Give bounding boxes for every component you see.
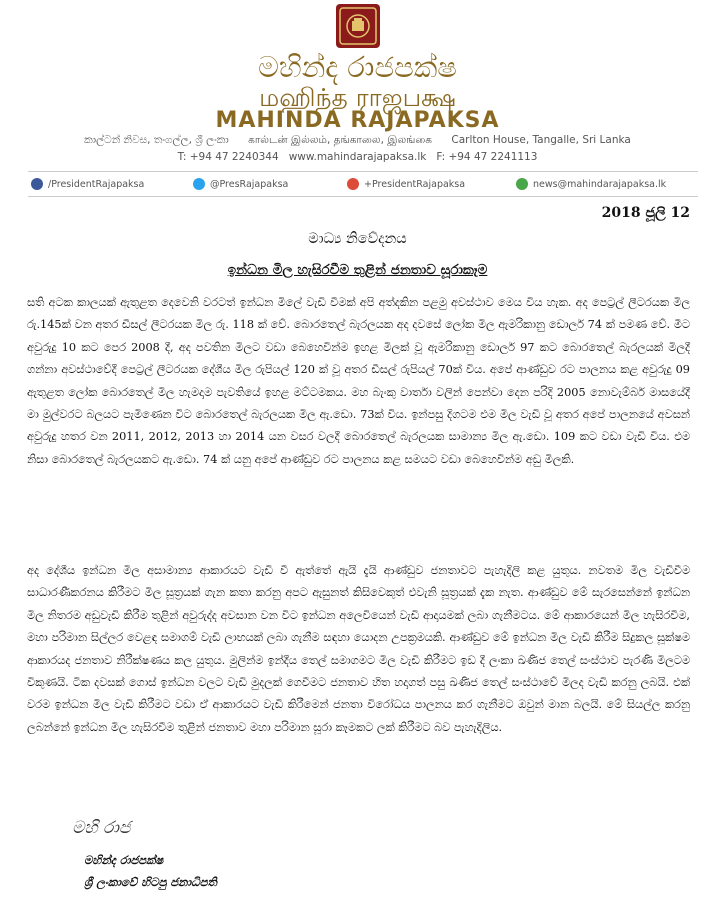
signatory-title: ශ්‍රී ලංකාවේ හිටපු ජනාධිපති	[84, 875, 217, 889]
email-icon	[516, 178, 528, 190]
emblem-icon	[335, 3, 381, 49]
google-plus-icon	[347, 178, 359, 190]
email-address: news@mahindarajapaksa.lk	[533, 178, 667, 190]
address-english: Carlton House, Tangalle, Sri Lanka	[451, 134, 631, 146]
social-divider	[28, 196, 698, 197]
subtitle-text: ඉන්ධන මිල හැසිරවීම තුළින් ජනතාව සූරාකෑම	[227, 262, 488, 278]
telephone: T: +94 47 2240344	[177, 151, 279, 163]
contact-line	[0, 151, 715, 163]
facebook-handle: /PresidentRajapaksa	[48, 178, 145, 190]
name-sinhala: මහින්ද රාජපක්ෂ	[258, 50, 457, 84]
name-english: MAHINDA RAJAPAKSA	[215, 108, 500, 133]
twitter-icon	[193, 178, 205, 190]
document-title: මාධ්‍ය නිවේදනය	[308, 231, 407, 247]
google-plus-handle: +PresidentRajapaksa	[364, 178, 466, 190]
address-line	[0, 134, 715, 147]
header-divider	[28, 171, 698, 172]
release-date: 2018 ජූලි 12	[601, 205, 690, 221]
social-email[interactable]	[516, 178, 666, 190]
social-facebook[interactable]	[31, 178, 144, 190]
body-paragraph-2: අද දේශීය ඉන්ධන මිල අසාමාන්‍ය ආකාරයට වැඩි වී ඇත්තේ ඇයි දැයි ආණ්ඩුව ජනතාවට පැහැදිලි කළ යුතුය. නවතම මිල වැඩිවීම සාධාරණීකරනය කිරීමට මිල සූත්‍රයක් ගැන කතා කරනු අපට ඇසුනත් කිසිවෙකුත් එවැනි සූත්‍රයක් දැක නැත. ආණ්ඩුව මේ සැරසෙන්නේ ඉන්ධන මිල නිතරම අඩුවැඩි කිරීම තුළින් අවුරුද්ද අවසාන වන විට ඉන්ධන අලෙවියෙන් වැඩි ආදායමක් ලබා ගැනීමටය. මේ ආකාරයෙන් මිල හැසිරවීම, මහා පරිමාන සිල්ලර වෙළඳ සමාගම් වැඩි ලාභයක් ලබා ගැනීම සඳහා යොදන උපක්‍රමයකි. ආණ්ඩුව මේ ඉන්ධන මිල වැඩි කිරීම සිදුකල සූක්ෂම ආකාරයද ජනතාව නිරීක්ෂණය කල යුතුය. මුලින්ම ඉන්දීය තෙල් සමාගමට මිල වැඩි කිරීමට ඉඩ දී ලංකා ඛණිජ තෙල් සංස්ථාව පැරණි මිලටම විකුණයි. ටික දවසක් ගොස් ඉන්ධන වලට වැඩි මුදලක් ගෙවීමට ජනතාව හිත හදාගත් පසු ඛණිජ තෙල් සංස්ථාවේ මිලද වැඩි කරනු ලබයි. එක් වරම ඉන්ධන මිල වැඩි කිරීමට වඩා ඒ ආකාරයට වැඩි කිරීමෙන් ජනතා විරෝධය පාලනය කර ගැනීමට ඔවුන් මාන බලයි. මේ සියල්ල කරනු ලබන්නේ ඉන්ධන මිල හැසිරවීම තුළින් ජනතාව මහා පරිමාන සූරා කෑමකට ලක් කිරීමට බව පැහැදිලිය.	[27, 564, 690, 734]
facebook-icon	[31, 178, 43, 190]
fax: F: +94 47 2241113	[436, 151, 538, 163]
address-tamil: கால்டன் இல்லம், தங்காலை, இலங்கை	[248, 134, 433, 146]
social-google-plus[interactable]	[347, 178, 465, 190]
social-twitter[interactable]	[193, 178, 288, 190]
body-paragraph-1: සති අටක කාලයක් ඇතුළත දෙවෙනි වරටත් ඉන්ධන මිලේ වැඩි වීමක් අපි අත්දකින පළමු අවස්ථාව මෙය විය හැක. අද පෙට්‍රල් ලීටරයක මිල රු.145ක් වන අතර ඩීසල් ලීටරයක මිල රු. 118 ක් වේ. බොරතෙල් බැරලයක අද දවසේ ලෝක මිල ඇමරිකානු ඩොලර් 74 ක් පමණ වේ. මීට අවුරුදු 10 කට පෙර 2008 දී, අද පවතින මිලට වඩා බෙහෙවින්ම ඉහළ මිලක් වූ ඇමරිකානු ඩොලර් 97 කට බොරතෙල් බැරලයක් මිලදී ගන්නා අවස්ථාවේදී පෙට්‍රල් ලීටරයක දේශීය මිල රුපියල් 120 ක් වූ අතර ඩීසල් රුපියල් 70ක් විය. අපේ ආණ්ඩුව රට පාලනය කළ අවුරුදු 09 ඇතුළත ලෝක බොරතෙල් මිල හැමදාම පැවතියේ ඉහළ මට්ටමකය. මහ බැංකු වාර්තා වලින් පෙන්වා දෙන පරිදි 2005 නොවැම්බර් මාසයේදී මා මුල්වරට බලයට පැමිණෙන විට බොරතෙල් බැරලයක මිල ඇ.ඩො. 73ක් විය. ඉන්පසු දිගටම එම මිල වැඩි වූ අතර අපේ පාලනයේ අවසන් අවුරුදු හතර වන 2011, 2012, 2013 හා 2014 යන වසර වලදී බොරතෙල් බැරලයක සාමාන්‍ය මිල ඇ.ඩො. 109 කට වඩා වැඩි විය. එම නිසා බොරතෙල් බැරලයකට ඇ.ඩො. 74 ක් යනු අපේ ආණ්ඩුව රට පාලනය කළ සමයට වඩා බෙහෙවින්ම අඩු මිලකි.	[27, 296, 690, 466]
signature: මහි රාජ	[72, 818, 131, 838]
signatory-name: මහින්ද රාජපක්ෂ	[84, 853, 164, 867]
address-sinhala: කාල්ටන් නිවස, තංගල්ල, ශ්‍රී ලංකා	[84, 134, 229, 146]
website-link[interactable]: www.mahindarajapaksa.lk	[288, 151, 427, 163]
twitter-handle: @PresRajapaksa	[210, 178, 289, 190]
name-tamil: மஹிந்த ராஜபக்ஷ	[259, 83, 456, 112]
document-subtitle	[0, 262, 715, 278]
